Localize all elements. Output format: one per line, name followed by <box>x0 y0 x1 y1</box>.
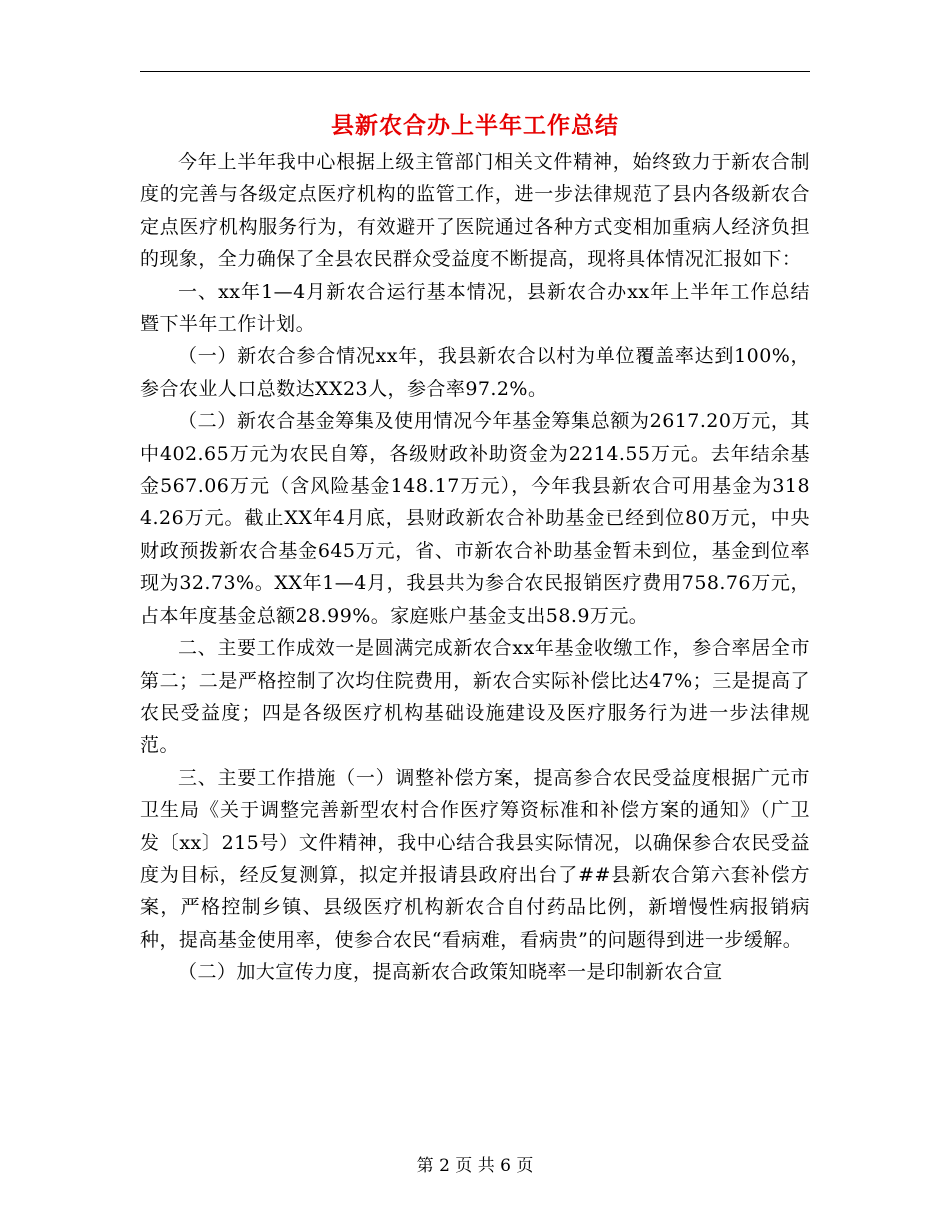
paragraph-intro: 今年上半年我中心根据上级主管部门相关文件精神，始终致力于新农合制度的完善与各级定点医疗机构的监管工作，进一步法律规范了县内各级新农合定点医疗机构服务行为，有效避开了医院通过各种方式变相加重病人经济负担的现象，全力确保了全县农民群众受益度不断提高，现将具体情况汇报如下： <box>140 151 810 271</box>
paragraph-enrollment: （一）新农合参合情况xx年，我县新农合以村为单位覆盖率达到100%，参合农业人口总数达XX23人，参合率97.2%。 <box>140 345 810 400</box>
page-number: 第 2 页 共 6 页 <box>416 1156 534 1176</box>
header-rule <box>140 71 810 72</box>
paragraph-section-1: 一、xx年1—4月新农合运行基本情况，县新农合办xx年上半年工作总结暨下半年工作计划。 <box>140 280 810 336</box>
paragraph-section-2: 二、主要工作成效一是圆满完成新农合xx年基金收缴工作，参合率居全市第二；二是严格控制了次均住院费用，新农合实际补偿比达47%；三是提高了农民受益度；四是各级医疗机构基础设施建设及医疗服务行为进一步法律规范。 <box>140 637 810 757</box>
document-title: 县新农合办上半年工作总结 <box>331 112 619 139</box>
document-body <box>140 146 810 989</box>
paragraph-publicity: （二）加大宣传力度，提高新农合政策知晓率一是印制新农合宣 <box>178 961 723 984</box>
paragraph-section-3: 三、主要工作措施（一）调整补偿方案，提高参合农民受益度根据广元市卫生局《关于调整完善新型农村合作医疗筹资标准和补偿方案的通知》（广卫发〔xx〕215号）文件精神，我中心结合我县实际情况，以确保参合农民受益度为目标，经反复测算，拟定并报请县政府出台了##县新农合第六套补偿方案，严格控制乡镇、县级医疗机构新农合自付药品比例，新增慢性病报销病种，提高基金使用率，使参合农民“看病难，看病贵”的问题得到进一步缓解。 <box>140 766 810 951</box>
paragraph-fund: （二）新农合基金筹集及使用情况今年基金筹集总额为2617.20万元，其中402.65万元为农民自筹，各级财政补助资金为2214.55万元。去年结余基金567.06万元（含风险基金148.17万元），今年我县新农合可用基金为3184.26万元。截止XX年4月底，县财政新农合补助基金已经到位80万元，中央财政预拨新农合基金645万元，省、市新农合补助基金暂未到位，基金到位率现为32.73%。XX年1—4月，我县共为参合农民报销医疗费用758.76万元，占本年度基金总额28.99%。家庭账户基金支出58.9万元。 <box>140 410 810 627</box>
